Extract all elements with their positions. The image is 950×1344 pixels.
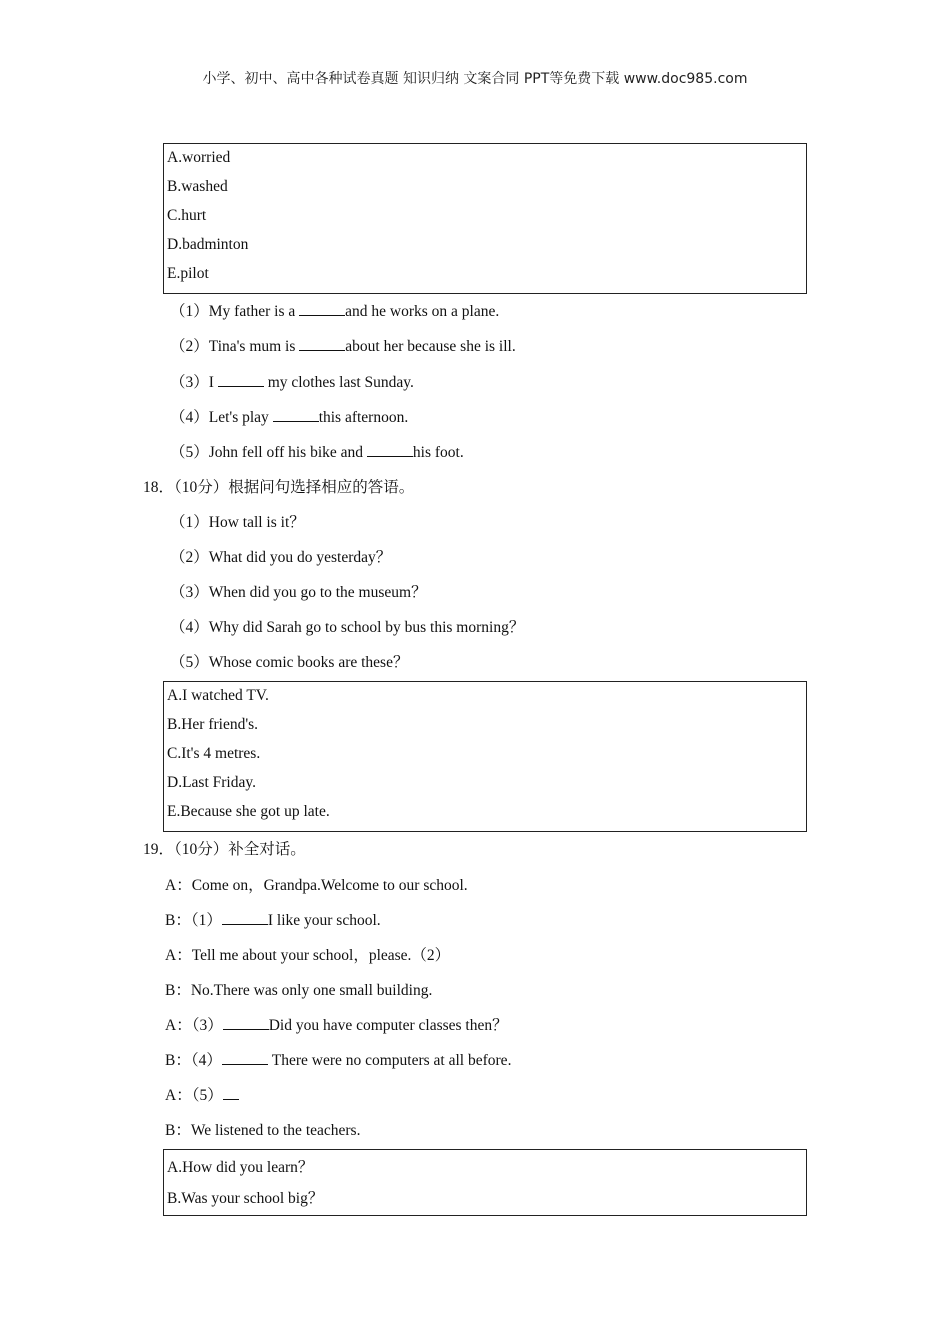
answer-blank[interactable] <box>299 301 345 316</box>
answer-blank[interactable] <box>299 336 345 351</box>
speaker-label: A： <box>165 947 192 964</box>
speaker-label: B： <box>165 1052 191 1069</box>
q17-item: （2）Tina's mum is about her because she is ill. <box>170 338 516 355</box>
dialogue-line: B：（1） I like your school. <box>165 912 381 929</box>
q17-option: E.pilot <box>167 265 209 282</box>
answer-blank[interactable] <box>222 1050 268 1065</box>
q17-option: B.washed <box>167 178 228 195</box>
q18-question: （1）How tall is it？ <box>170 514 305 531</box>
dialogue-line: B：No.There was only one small building. <box>165 982 433 999</box>
q17-option: A.worried <box>167 149 231 166</box>
answer-blank[interactable] <box>367 442 413 457</box>
q17-option-box <box>163 143 807 294</box>
answer-blank[interactable] <box>223 1015 269 1030</box>
dialogue-line: A：（3） Did you have computer classes then？ <box>165 1017 508 1034</box>
dialogue-line: B：（4） There were no computers at all before. <box>165 1052 512 1069</box>
page-header: 小学、初中、高中各种试卷真题 知识归纳 文案合同 PPT等免费下载 www.doc985.com <box>202 71 748 87</box>
answer-blank[interactable] <box>223 1085 239 1100</box>
speaker-label: B： <box>165 982 191 999</box>
q18-option: D.Last Friday. <box>167 774 256 791</box>
q18-question: （5）Whose comic books are these？ <box>170 654 409 671</box>
speaker-label: A： <box>165 1087 192 1104</box>
speaker-label: A： <box>165 877 192 894</box>
q18-option: E.Because she got up late. <box>167 803 330 820</box>
answer-blank[interactable] <box>218 372 264 387</box>
dialogue-line: B：We listened to the teachers. <box>165 1122 361 1139</box>
q18-option-box <box>163 681 807 832</box>
q17-item: （3）I my clothes last Sunday. <box>170 374 414 391</box>
speaker-label: B： <box>165 1122 191 1139</box>
dialogue-line: A：Come on，Grandpa.Welcome to our school. <box>165 877 468 894</box>
q18-question: （3）When did you go to the museum？ <box>170 584 427 601</box>
dialogue-line: A：（5） <box>165 1083 239 1105</box>
q17-item: （5）John fell off his bike and his foot. <box>170 444 464 461</box>
q17-item: （1）My father is a and he works on a plane. <box>170 303 500 320</box>
q19-option-box <box>163 1149 807 1216</box>
q19-heading: 19．（10分）补全对话。 <box>143 841 306 858</box>
answer-blank[interactable] <box>222 910 268 925</box>
q18-option: B.Her friend's. <box>167 716 259 733</box>
q18-question: （4）Why did Sarah go to school by bus this morning？ <box>170 619 525 636</box>
q17-option: C.hurt <box>167 207 207 224</box>
q18-option: A.I watched TV. <box>167 687 269 704</box>
q19-option: B.Was your school big？ <box>167 1190 324 1207</box>
q17-option: D.badminton <box>167 236 249 253</box>
q18-option: C.It's 4 metres. <box>167 745 261 762</box>
q18-question: （2）What did you do yesterday？ <box>170 549 392 566</box>
speaker-label: B： <box>165 912 191 929</box>
answer-blank[interactable] <box>273 407 319 422</box>
speaker-label: A： <box>165 1017 192 1034</box>
dialogue-line: A：Tell me about your school，please.（2） <box>165 947 451 964</box>
q19-option: A.How did you learn？ <box>167 1159 314 1176</box>
q18-heading: 18．（10分）根据问句选择相应的答语。 <box>143 479 415 496</box>
q17-item: （4）Let's play this afternoon. <box>170 409 409 426</box>
